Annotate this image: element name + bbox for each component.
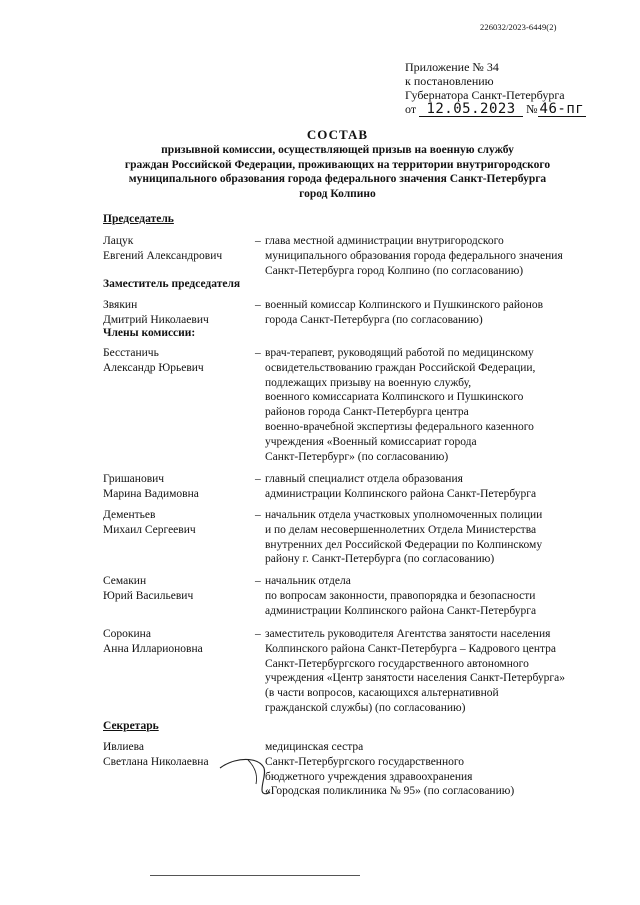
member-given-names: Светлана Николаевна [103,755,209,768]
role-line: муниципального образования города федерального значения [265,249,563,262]
dash-separator: – [255,347,261,359]
member-given-names: Дмитрий Николаевич [103,313,209,326]
role-line: учреждения «Центр занятости населения Санкт-Петербурга» [265,672,565,685]
section-secretary-heading: Секретарь [103,720,159,732]
role-line: Санкт-Петербурга город Колпино (по согласованию) [265,264,524,277]
dash-separator: – [255,509,261,521]
member-given-names: Марина Вадимовна [103,487,199,500]
member-name [103,508,253,538]
dash-separator: – [255,473,261,485]
role-line: районов города Санкт-Петербурга центра [265,406,469,419]
role-line: «Городская поликлиника № 95» (по согласованию) [265,785,515,798]
dash-separator: – [255,235,261,247]
role-line: по вопросам законности, правопорядка и безопасности [265,589,536,602]
role-line: Санкт-Петербург» (по согласованию) [265,450,449,463]
role-line: врач-терапевт, руководящий работой по медицинскому [265,347,534,359]
appendix-block [405,60,586,117]
member-surname: Звякин [103,299,138,311]
role-line: администрации Колпинского района Санкт-Петербурга [265,487,537,500]
member-role [265,508,615,567]
member-surname: Сорокина [103,628,151,640]
role-line: военный комиссар Колпинского и Пушкинского районов [265,299,544,311]
member-given-names: Александр Юрьевич [103,361,204,374]
member-role [265,627,615,716]
document-subtitle-line-3: муниципального образования города федерального значения Санкт-Петербурга [128,173,547,185]
role-line: освидетельствованию граждан Российской Федерации, [265,361,536,374]
member-given-names: Юрий Васильевич [103,589,194,602]
member-role [265,472,615,502]
role-line: начальник отдела участковых уполномоченных полиции [265,509,543,521]
role-line: учреждения «Военный комиссариат города [265,435,477,448]
member-given-names: Евгений Александрович [103,249,223,262]
role-line: (в части вопросов, касающихся альтернативной [265,687,499,700]
role-line: бюджетного учреждения здравоохранения [265,770,473,783]
role-line: военного комиссариата Колпинского и Пушкинского [265,391,524,404]
member-name [103,234,253,264]
role-line: подлежащих призыву на военную службу, [265,376,472,389]
role-line: внутренних дел Российской Федерации по Колпинскому [265,538,543,551]
member-name [103,346,253,376]
dash-separator: – [255,575,261,587]
member-name [103,627,253,657]
decree-number: 46-пг [539,101,585,117]
role-line: гражданской службы) (по согласованию) [265,701,466,714]
role-line: Санкт-Петербургского государственного [265,755,465,768]
role-line: глава местной администрации внутригородского [265,235,504,247]
member-surname: Лацук [103,235,134,247]
document-title: СОСТАВ [306,127,369,142]
document-subtitle-line-2: граждан Российской Федерации, проживающих на территории внутригородского [124,158,551,171]
member-given-names: Анна Илларионовна [103,642,203,655]
footer-rule [150,875,360,876]
appendix-number: Приложение № 34 [405,60,499,74]
dash-separator: – [255,628,261,640]
member-name [103,298,253,328]
document-subtitle-line-4: город Колпино [299,187,376,200]
decree-date: 12.05.2023 [419,103,523,117]
member-role [265,740,615,799]
role-line: Колпинского района Санкт-Петербурга – Кадрового центра [265,642,557,655]
document-title-block [60,127,615,201]
member-surname: Бесстаничь [103,347,159,359]
member-surname: Семакин [103,575,147,587]
member-given-names: Михаил Сергеевич [103,523,196,536]
member-surname: Гришанович [103,473,165,485]
appendix-issuer: Губернатора Санкт-Петербурга [405,88,565,102]
member-role [265,298,615,328]
role-line: и по делам несовершеннолетних Отдела Министерства [265,523,537,536]
document-registration-code: 226032/2023-6449(2) [480,22,557,32]
role-line: главный специалист отдела образования [265,473,463,485]
member-name [103,472,253,502]
member-role [265,574,615,618]
member-role [265,346,615,464]
member-surname: Ивлиева [103,741,144,753]
role-line: города Санкт-Петербурга (по согласованию) [265,313,483,326]
role-line: администрации Колпинского района Санкт-Петербурга [265,604,537,617]
appendix-decree-ref: к постановлению [405,74,494,88]
appendix-date-line [405,102,586,117]
member-name [103,574,253,604]
number-label: № [526,102,538,116]
role-line: начальник отдела [265,575,351,587]
role-line: военно-врачебной экспертизы федерального казенного [265,420,534,433]
handwritten-signature [218,748,278,798]
document-subtitle-line-1: призывной комиссии, осуществляющей призыв на военную службу [161,144,514,156]
role-line: району г. Санкт-Петербурга (по согласованию) [265,553,495,566]
from-label: от [405,102,417,116]
section-members-heading: Члены комиссии: [103,327,196,339]
section-deputy-heading: Заместитель председателя [103,278,241,290]
member-role [265,234,615,278]
section-chair-heading: Председатель [103,213,174,225]
role-line: медицинская сестра [265,741,364,753]
member-surname: Дементьев [103,509,156,521]
role-line: заместитель руководителя Агентства занятости населения [265,628,551,640]
role-line: Санкт-Петербургского государственного автономного [265,657,529,670]
dash-separator: – [255,299,261,311]
